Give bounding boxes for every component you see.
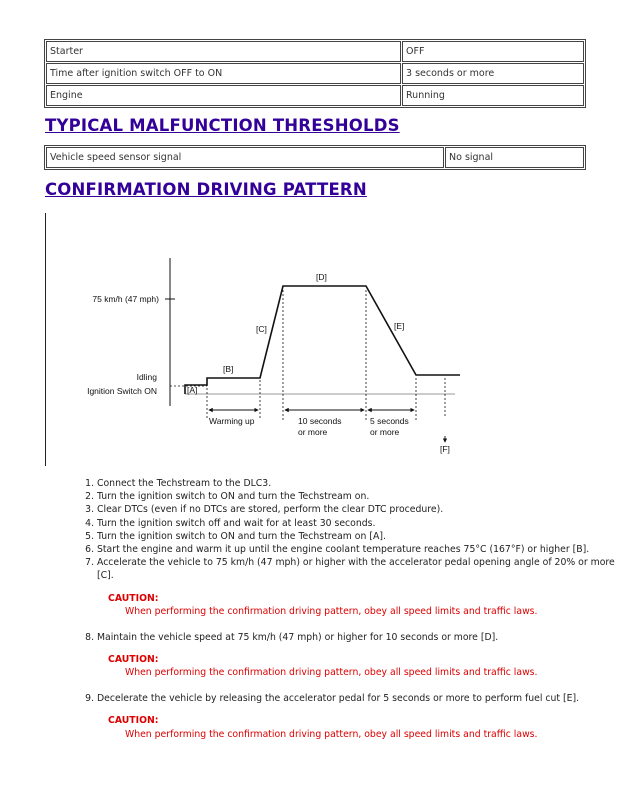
procedure-steps: [80, 477, 617, 753]
threshold-heading: TYPICAL MALFUNCTION THRESHOLDS: [45, 116, 400, 135]
speed-label: 75 km/h (47 mph): [92, 294, 159, 304]
five-seconds-label: 5 seconds: [370, 416, 409, 426]
list-item: 3. Clear DTCs (even if no DTCs are stored, perform the clear DTC procedure).: [97, 503, 617, 516]
caution-title: CAUTION:: [108, 653, 159, 665]
caution-box: [108, 592, 617, 619]
table-cell: Vehicle speed sensor signal: [46, 147, 444, 168]
caution-title: CAUTION:: [108, 592, 159, 604]
five-seconds-label: or more: [370, 427, 400, 437]
table-cell: Starter: [46, 41, 401, 62]
label-c: [C]: [256, 324, 267, 334]
table-cell: Engine: [46, 85, 401, 106]
step-text: Maintain the vehicle speed at 75 km/h (47 mph) or higher for 10 seconds or more [D].: [97, 631, 499, 643]
ignition-label: Ignition Switch ON: [87, 386, 157, 396]
list-item: 5. Turn the ignition switch to ON and turn the Techstream on [A].: [97, 530, 617, 543]
table-cell: Running: [402, 85, 584, 106]
caution-text: When performing the confirmation driving pattern, obey all speed limits and traffic laws.: [125, 606, 538, 618]
label-d: [D]: [316, 272, 327, 282]
ten-seconds-label: 10 seconds: [298, 416, 342, 426]
table-cell: Time after ignition switch OFF to ON: [46, 63, 401, 84]
label-b: [B]: [223, 364, 234, 374]
table-cell: OFF: [402, 41, 584, 62]
caution-text: When performing the confirmation driving pattern, obey all speed limits and traffic laws.: [125, 728, 538, 740]
caution-title: CAUTION:: [108, 715, 159, 727]
step-text: Decelerate the vehicle by releasing the accelerator pedal for 5 seconds or more to perform fuel cut [E].: [97, 692, 580, 704]
caution-text: When performing the confirmation driving pattern, obey all speed limits and traffic laws.: [125, 667, 538, 679]
table-cell: No signal: [445, 147, 584, 168]
label-f: [F]: [440, 444, 450, 454]
step-text: Accelerate the vehicle to 75 km/h (47 mph) or higher with the accelerator pedal opening angle of 20% or more [C].: [97, 557, 615, 582]
list-item: 4. Turn the ignition switch off and wait for at least 30 seconds.: [97, 517, 617, 530]
ten-seconds-label: or more: [298, 427, 328, 437]
caution-box: [108, 653, 617, 680]
speed-profile-line: [185, 286, 460, 394]
list-item: 2. Turn the ignition switch to ON and turn the Techstream on.: [97, 490, 617, 503]
label-a: [A]: [187, 385, 198, 395]
list-item: [97, 631, 617, 680]
pattern-heading: CONFIRMATION DRIVING PATTERN: [45, 180, 367, 199]
list-item: [97, 692, 617, 741]
idling-label: Idling: [136, 372, 157, 382]
table-cell: 3 seconds or more: [402, 63, 584, 84]
list-item: [97, 556, 617, 618]
label-e: [E]: [394, 321, 405, 331]
list-item: 1. Connect the Techstream to the DLC3.: [97, 477, 617, 490]
caution-box: [108, 714, 617, 741]
warming-up-label: Warming up: [209, 416, 255, 426]
list-item: 6. Start the engine and warm it up until the engine coolant temperature reaches 75°C (167°F) or higher [B].: [97, 543, 617, 556]
